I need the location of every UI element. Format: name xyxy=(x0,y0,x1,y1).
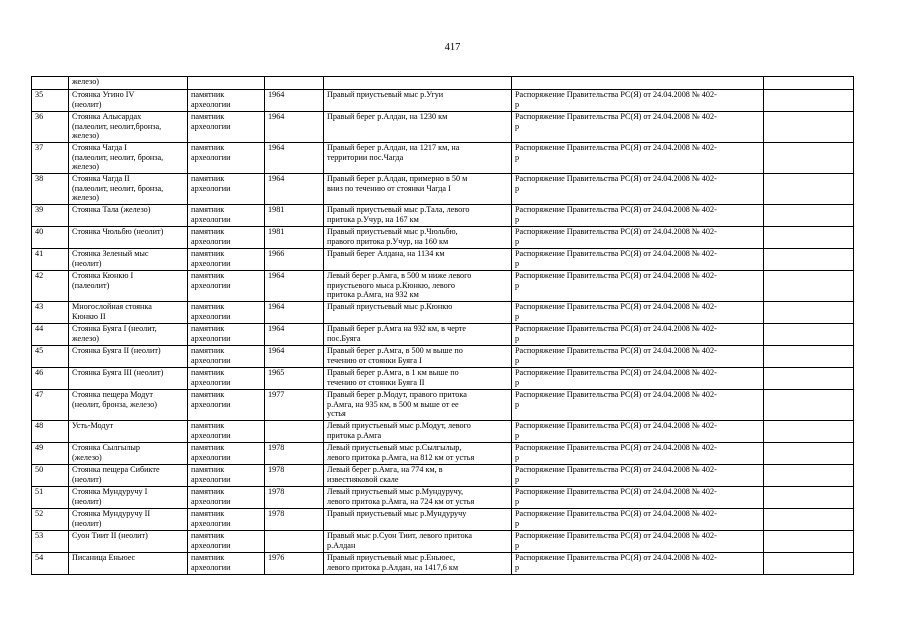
cell-num: 49 xyxy=(32,443,69,465)
cell-type: памятник археологии xyxy=(188,390,265,421)
cell-name: железо) xyxy=(69,77,188,90)
cell-location: Правый берег р.Алдан, примерно в 50 м вниз по течению от стоянки Чагда I xyxy=(324,174,512,205)
cell-empty xyxy=(764,443,854,465)
cell-type: памятник археологии xyxy=(188,465,265,487)
table-row-continued xyxy=(32,77,854,90)
cell-location: Правый приустьевый мыс р.Чюльбю, правого притока р.Учур, на 160 км xyxy=(324,227,512,249)
table-row xyxy=(32,346,854,368)
cell-document: Распоряжение Правительства РС(Я) от 24.04.2008 № 402- р xyxy=(512,90,764,112)
table-row xyxy=(32,421,854,443)
cell-year: 1964 xyxy=(265,143,324,174)
cell-document: Распоряжение Правительства РС(Я) от 24.04.2008 № 402- р xyxy=(512,112,764,143)
cell-num: 51 xyxy=(32,487,69,509)
cell-location: Правый приустьевый мыс р.Тала, левого притока р.Учур, на 167 км xyxy=(324,205,512,227)
cell-document: Распоряжение Правительства РС(Я) от 24.04.2008 № 402- р xyxy=(512,205,764,227)
cell-empty xyxy=(764,390,854,421)
table-row xyxy=(32,368,854,390)
cell-name: Стоянка Буяга III (неолит) xyxy=(69,368,188,390)
cell-name: Стоянка Чюльбю (неолит) xyxy=(69,227,188,249)
cell-type: памятник археологии xyxy=(188,205,265,227)
cell-num: 46 xyxy=(32,368,69,390)
cell-num: 44 xyxy=(32,324,69,346)
cell-empty xyxy=(764,553,854,575)
cell-location: Правый берег р.Алдан, на 1217 км, на территории пос.Чагда xyxy=(324,143,512,174)
cell-type: памятник археологии xyxy=(188,249,265,271)
cell-type: памятник археологии xyxy=(188,302,265,324)
cell-location: Правый мыс р.Суон Тиит, левого притока р.Алдан xyxy=(324,531,512,553)
cell-year: 1978 xyxy=(265,509,324,531)
cell-name: Стоянка Чагда II (палеолит, неолит, бронза, железо) xyxy=(69,174,188,205)
cell-empty xyxy=(764,346,854,368)
cell-name: Стоянка пещера Сибикте (неолит) xyxy=(69,465,188,487)
cell-type: памятник археологии xyxy=(188,346,265,368)
cell-type xyxy=(188,77,265,90)
table-row xyxy=(32,271,854,302)
cell-num: 50 xyxy=(32,465,69,487)
cell-document xyxy=(512,77,764,90)
cell-location: Правый берег р.Амга на 932 км, в черте пос.Буяга xyxy=(324,324,512,346)
cell-num: 52 xyxy=(32,509,69,531)
cell-name: Стоянка Зеленый мыс (неолит) xyxy=(69,249,188,271)
cell-num: 45 xyxy=(32,346,69,368)
cell-document: Распоряжение Правительства РС(Я) от 24.04.2008 № 402- р xyxy=(512,465,764,487)
cell-location: Левый берег р.Амга, в 500 м ниже левого приустьевого мыса р.Кюнкю, левого притока р.Амга, на 932 км xyxy=(324,271,512,302)
cell-year: 1978 xyxy=(265,487,324,509)
cell-num: 43 xyxy=(32,302,69,324)
cell-year: 1964 xyxy=(265,112,324,143)
cell-empty xyxy=(764,205,854,227)
cell-empty xyxy=(764,112,854,143)
cell-type: памятник археологии xyxy=(188,509,265,531)
cell-type: памятник археологии xyxy=(188,421,265,443)
cell-num: 41 xyxy=(32,249,69,271)
cell-empty xyxy=(764,271,854,302)
cell-document: Распоряжение Правительства РС(Я) от 24.04.2008 № 402- р xyxy=(512,443,764,465)
cell-document: Распоряжение Правительства РС(Я) от 24.04.2008 № 402- р xyxy=(512,509,764,531)
cell-name: Многослойная стоянка Кюнкю II xyxy=(69,302,188,324)
cell-num: 37 xyxy=(32,143,69,174)
cell-num: 36 xyxy=(32,112,69,143)
cell-type: памятник археологии xyxy=(188,553,265,575)
cell-year: 1964 xyxy=(265,346,324,368)
cell-empty xyxy=(764,324,854,346)
cell-empty xyxy=(764,368,854,390)
cell-location: Правый приустьевый мыс р.Угуи xyxy=(324,90,512,112)
cell-document: Распоряжение Правительства РС(Я) от 24.04.2008 № 402- р xyxy=(512,346,764,368)
cell-name: Стоянка Буяга I (неолит, железо) xyxy=(69,324,188,346)
cell-type: памятник археологии xyxy=(188,443,265,465)
cell-location: Правый приустьевый мыс р.Мундуручу xyxy=(324,509,512,531)
cell-year: 1976 xyxy=(265,553,324,575)
table-row xyxy=(32,443,854,465)
cell-year: 1977 xyxy=(265,390,324,421)
table-row xyxy=(32,487,854,509)
cell-location: Правый приустьевый мыс р.Еньюес, левого притока р.Алдан, на 1417,6 км xyxy=(324,553,512,575)
cell-location: Правый приустьевый мыс р.Кюнкю xyxy=(324,302,512,324)
cell-year xyxy=(265,531,324,553)
cell-year: 1981 xyxy=(265,205,324,227)
cell-location: Левый приустьевый мыс р.Модут, левого притока р.Амга xyxy=(324,421,512,443)
cell-document: Распоряжение Правительства РС(Я) от 24.04.2008 № 402- р xyxy=(512,390,764,421)
cell-empty xyxy=(764,143,854,174)
cell-type: памятник археологии xyxy=(188,174,265,205)
cell-num: 54 xyxy=(32,553,69,575)
cell-type: памятник археологии xyxy=(188,90,265,112)
cell-year: 1966 xyxy=(265,249,324,271)
cell-name: Стоянка Сылгылыр (железо) xyxy=(69,443,188,465)
cell-type: памятник археологии xyxy=(188,227,265,249)
cell-empty xyxy=(764,90,854,112)
cell-name: Стоянка Тала (железо) xyxy=(69,205,188,227)
cell-name: Стоянка Алысардах (палеолит, неолит,бронза, железо) xyxy=(69,112,188,143)
cell-year: 1964 xyxy=(265,302,324,324)
cell-num xyxy=(32,77,69,90)
cell-year: 1965 xyxy=(265,368,324,390)
cell-num: 42 xyxy=(32,271,69,302)
cell-document: Распоряжение Правительства РС(Я) от 24.04.2008 № 402- р xyxy=(512,368,764,390)
cell-empty xyxy=(764,174,854,205)
cell-name: Усть-Модут xyxy=(69,421,188,443)
cell-num: 47 xyxy=(32,390,69,421)
cell-empty xyxy=(764,487,854,509)
cell-document: Распоряжение Правительства РС(Я) от 24.04.2008 № 402- р xyxy=(512,227,764,249)
cell-year: 1964 xyxy=(265,324,324,346)
cell-year: 1964 xyxy=(265,271,324,302)
table-row xyxy=(32,205,854,227)
cell-name: Стоянка Мундуручу II (неолит) xyxy=(69,509,188,531)
table-row xyxy=(32,249,854,271)
cell-year: 1981 xyxy=(265,227,324,249)
table-row xyxy=(32,174,854,205)
cell-name: Стоянка Мундуручу I (неолит) xyxy=(69,487,188,509)
cell-location: Правый берег р.Модут, правого притока р.Амга, на 935 км, в 500 м выше от ее устья xyxy=(324,390,512,421)
cell-location: Левый берег р.Амга, на 774 км, в известняковой скале xyxy=(324,465,512,487)
table-row xyxy=(32,390,854,421)
cell-num: 38 xyxy=(32,174,69,205)
cell-name: Стоянка Буяга II (неолит) xyxy=(69,346,188,368)
cell-document: Распоряжение Правительства РС(Я) от 24.04.2008 № 402- р xyxy=(512,324,764,346)
cell-type: памятник археологии xyxy=(188,112,265,143)
table-row xyxy=(32,531,854,553)
cell-name: Суон Тиит II (неолит) xyxy=(69,531,188,553)
table-row xyxy=(32,143,854,174)
cell-location: Левый приустьевый мыс р.Сылгылыр, левого притока р.Амга, на 812 км от устья xyxy=(324,443,512,465)
cell-name: Писаница Еньюес xyxy=(69,553,188,575)
cell-empty xyxy=(764,227,854,249)
cell-document: Распоряжение Правительства РС(Я) от 24.04.2008 № 402- р xyxy=(512,249,764,271)
cell-empty xyxy=(764,421,854,443)
cell-empty xyxy=(764,531,854,553)
cell-empty xyxy=(764,465,854,487)
cell-name: Стоянка пещера Модут (неолит, бронза, железо) xyxy=(69,390,188,421)
cell-type: памятник археологии xyxy=(188,271,265,302)
cell-year xyxy=(265,421,324,443)
cell-num: 39 xyxy=(32,205,69,227)
cell-document: Распоряжение Правительства РС(Я) от 24.04.2008 № 402- р xyxy=(512,143,764,174)
cell-name: Стоянка Чагда I (палеолит, неолит, бронза, железо) xyxy=(69,143,188,174)
cell-location: Правый берег р.Алдан, на 1230 км xyxy=(324,112,512,143)
cell-year xyxy=(265,77,324,90)
cell-document: Распоряжение Правительства РС(Я) от 24.04.2008 № 402- р xyxy=(512,487,764,509)
cell-year: 1964 xyxy=(265,90,324,112)
table-row xyxy=(32,509,854,531)
cell-location xyxy=(324,77,512,90)
cell-year: 1978 xyxy=(265,443,324,465)
cell-year: 1964 xyxy=(265,174,324,205)
cell-type: памятник археологии xyxy=(188,531,265,553)
cell-num: 48 xyxy=(32,421,69,443)
cell-year: 1978 xyxy=(265,465,324,487)
cell-type: памятник археологии xyxy=(188,143,265,174)
monuments-table xyxy=(31,76,854,575)
table-row xyxy=(32,112,854,143)
cell-type: памятник археологии xyxy=(188,368,265,390)
cell-document: Распоряжение Правительства РС(Я) от 24.04.2008 № 402- р xyxy=(512,421,764,443)
table-row xyxy=(32,90,854,112)
table-row xyxy=(32,227,854,249)
cell-location: Правый берег Алдана, на 1134 км xyxy=(324,249,512,271)
cell-num: 40 xyxy=(32,227,69,249)
table-row xyxy=(32,553,854,575)
table-row xyxy=(32,324,854,346)
cell-document: Распоряжение Правительства РС(Я) от 24.04.2008 № 402- р xyxy=(512,174,764,205)
cell-name: Стоянка Угино IV (неолит) xyxy=(69,90,188,112)
cell-empty xyxy=(764,249,854,271)
cell-document: Распоряжение Правительства РС(Я) от 24.04.2008 № 402- р xyxy=(512,302,764,324)
cell-location: Правый берег р.Амга, в 500 м выше по течению от стоянки Буяга I xyxy=(324,346,512,368)
table-row xyxy=(32,302,854,324)
cell-location: Правый берег р.Амга, в 1 км выше по течению от стоянки Буяга II xyxy=(324,368,512,390)
cell-empty xyxy=(764,509,854,531)
cell-location: Левый приустьевый мыс р.Мундуручу, левого притока р.Амга, на 724 км от устья xyxy=(324,487,512,509)
page-number: 417 xyxy=(444,42,461,53)
cell-type: памятник археологии xyxy=(188,487,265,509)
cell-num: 35 xyxy=(32,90,69,112)
cell-document: Распоряжение Правительства РС(Я) от 24.04.2008 № 402- р xyxy=(512,271,764,302)
cell-document: Распоряжение Правительства РС(Я) от 24.04.2008 № 402- р xyxy=(512,531,764,553)
cell-type: памятник археологии xyxy=(188,324,265,346)
cell-empty xyxy=(764,302,854,324)
table-row xyxy=(32,465,854,487)
cell-num: 53 xyxy=(32,531,69,553)
cell-name: Стоянка Кюнкю I (палеолит) xyxy=(69,271,188,302)
cell-document: Распоряжение Правительства РС(Я) от 24.04.2008 № 402- р xyxy=(512,553,764,575)
cell-empty xyxy=(764,77,854,90)
